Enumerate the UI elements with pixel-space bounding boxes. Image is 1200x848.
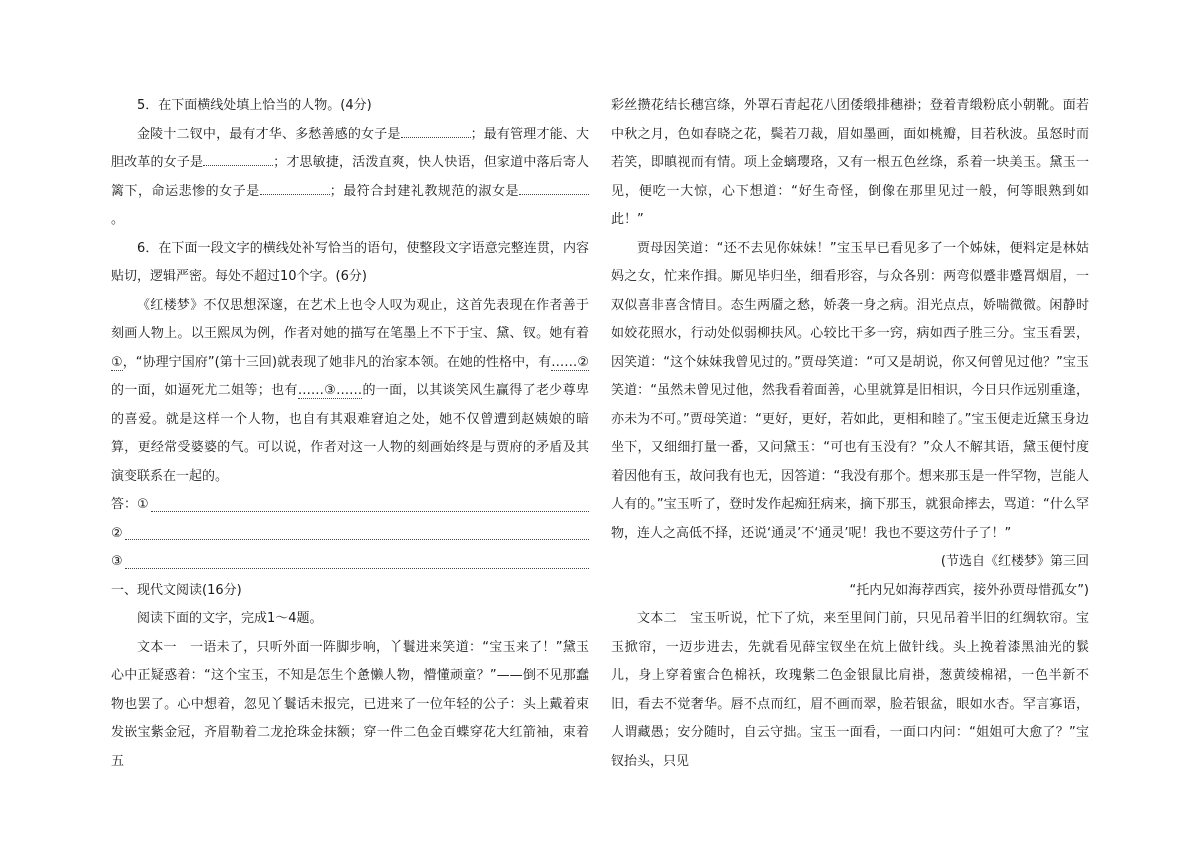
- q6-marker-3-wrap: ……③……: [297, 383, 363, 398]
- q5-text-4: ；最符合封建礼教规范的淑女是: [329, 183, 519, 199]
- q5-text-2: ；最有管理才能、大胆改革的女子是: [111, 126, 589, 170]
- q6-marker-1: ①: [111, 354, 123, 370]
- q6-text-a: 《红楼梦》不仅思想深邃，在艺术上也令人叹为观止，这首先表现在作者善于刻画人物上。以王熙凤为例，作者对她的描写在笔墨上不下于宝、黛、钗。她有着: [111, 297, 589, 341]
- text2-paragraph: 文本二 宝玉听说，忙下了炕，来至里间门前，只见吊着半旧的红绸软帘。宝玉掀帘，一迈步进去，先就看见薛宝钗坐在炕上做针线。头上挽着漆黑油光的䯼儿，身上穿着蜜合色棉袄，玫瑰紫二色金银鼠比肩褂，葱黄绫棉裙，一色半新不旧，看去不觉奢华。唇不点而红，眉不画而翠，脸若银盆，眼如水杏。罕言寡语，人谓藏愚；安分随时，自云守拙。宝玉一面看，一面口内问：“姐姐可大愈了？”宝钗抬头，只见: [611, 611, 1089, 769]
- q5-blank-1[interactable]: [401, 123, 471, 138]
- answer-line-2[interactable]: [111, 520, 589, 549]
- q6-title: 6．在下面一段文字的横线处补写恰当的语句，使整段文字语意完整连贯，内容贴切，逻辑严密。每处不超过10个字。(6分): [111, 240, 589, 284]
- source-line-1: (节选自《红楼梦》第三回: [940, 554, 1089, 569]
- answer-dotted-line-1[interactable]: [151, 511, 589, 512]
- answer-line-3[interactable]: [111, 548, 589, 577]
- text1-continued: 彩丝攒花结长穗宫绦，外罩石青起花八团倭缎排穗褂；登着青缎粉底小朝靴。面若中秋之月，色如春晓之花，鬓若刀裁，眉如墨画，面如桃瓣，目若秋波。虽怒时而若笑，即瞋视而有情。项上金螭璎珞，又有一根五色丝绦，系着一块美玉。黛玉一见，便吃一大惊，心下想道：“好生奇怪，倒像在那里见过一般，何等眼熟到如此！”: [611, 98, 1089, 227]
- q6-marker-3: ③: [323, 383, 337, 398]
- left-column: [111, 92, 589, 776]
- q5-blank-3[interactable]: [260, 180, 330, 195]
- reading-instruction: 阅读下面的文字，完成1～4题。: [137, 611, 323, 626]
- answer-dotted-line-3[interactable]: [125, 568, 589, 569]
- text1-paragraph: 文本一 一语未了，只听外面一阵脚步响，丫鬟进来笑道：“宝玉来了！”黛玉心中正疑惑着：“这个宝玉，不知是怎生个惫懒人物，懵懂顽童？”——倒不见那蠢物也罢了。心中想着，忽见丫鬟话未报完，已进来了一位年轻的公子：头上戴着束发嵌宝紫金冠，齐眉勒着二龙抢珠金抹额；穿一件二色金百蝶穿花大红箭袖，束着五: [111, 639, 589, 769]
- q6-text-d: 的一面，以其谈笑风生赢得了老少尊卑的喜爱。就是这样一个人物，也自有其艰难窘迫之处，她不仅曾遭到赵姨娘的暗算，更经常受婆婆的气。可以说，作者对这一人物的刻画始终是与贾府的矛盾及其演变联系在一起的。: [111, 383, 589, 484]
- q5-blank-4[interactable]: [519, 180, 589, 195]
- q5-blank-2[interactable]: [203, 151, 273, 166]
- text1-paragraph-2: 贾母因笑道：“还不去见你妹妹！”宝玉早已看见多了一个姊妹，便料定是林姑妈之女，忙来作揖。厮见毕归坐，细看形容，与众各别：两弯似蹙非蹙罥烟眉，一双似喜非喜含情目。态生两靥之愁，娇袭一身之病。泪光点点，娇喘微微。闲静时如姣花照水，行动处似弱柳扶风。心较比干多一窍，病如西子胜三分。宝玉看罢，因笑道：“这个妹妹我曾见过的。”贾母笑道：“可又是胡说，你又何曾见过他？”宝玉笑道：“虽然未曾见过他，然我看着面善，心里就算是旧相识，今日只作远别重逢，亦未为不可。”贾母笑道：“更好，更好，若如此，更相和睦了。”宝玉便走近黛玉身边坐下，又细细打量一番，又问黛玉：“可也有玉没有？”众人不解其语，黛玉便忖度着因他有玉，故问我有也无，因答道：“我没有那个。想来那玉是一件罕物，岂能人人有的。”宝玉听了，登时发作起痴狂病来，摘下那玉，就狠命摔去，骂道：“什么罕物，连人之高低不择，还说‘通灵’不‘通灵’呢！我也不要这劳什子了！”: [611, 240, 1089, 541]
- q5-body: [111, 121, 589, 235]
- q6-text-c: 的一面，如逼死尤二姐等；也有: [111, 383, 298, 398]
- answer-dotted-line-2[interactable]: [125, 539, 589, 540]
- source-line-2: “托内兄如海荐西宾，接外孙贾母惜孤女”): [849, 582, 1089, 598]
- q6-text-b: ，“协理宁国府”(第十三回)就表现了她非凡的治家本领。在她的性格中，有: [122, 354, 552, 370]
- answer-label-3: ③: [111, 554, 123, 569]
- q6-marker-2: ②: [577, 354, 589, 370]
- right-column: [611, 92, 1089, 776]
- q6-passage: [111, 292, 589, 492]
- answer-line-1[interactable]: [111, 491, 589, 520]
- q5-text-3: ；才思敏捷，活泼直爽，快人快语，但家道中落后寄人篱下，命运悲惨的女子是: [111, 155, 589, 199]
- q5-text-5: 。: [111, 212, 125, 227]
- answer-label-2: ②: [111, 525, 123, 541]
- q5-text-1: 金陵十二钗中，最有才华、多愁善感的女子是: [137, 126, 401, 142]
- section-title: 一、现代文阅读(16分): [111, 582, 242, 598]
- q6-marker-2-wrap: ……②: [551, 354, 589, 370]
- q5-title: 5．在下面横线处填上恰当的人物。(4分): [137, 98, 372, 113]
- answer-label-1: 答：①: [111, 497, 149, 512]
